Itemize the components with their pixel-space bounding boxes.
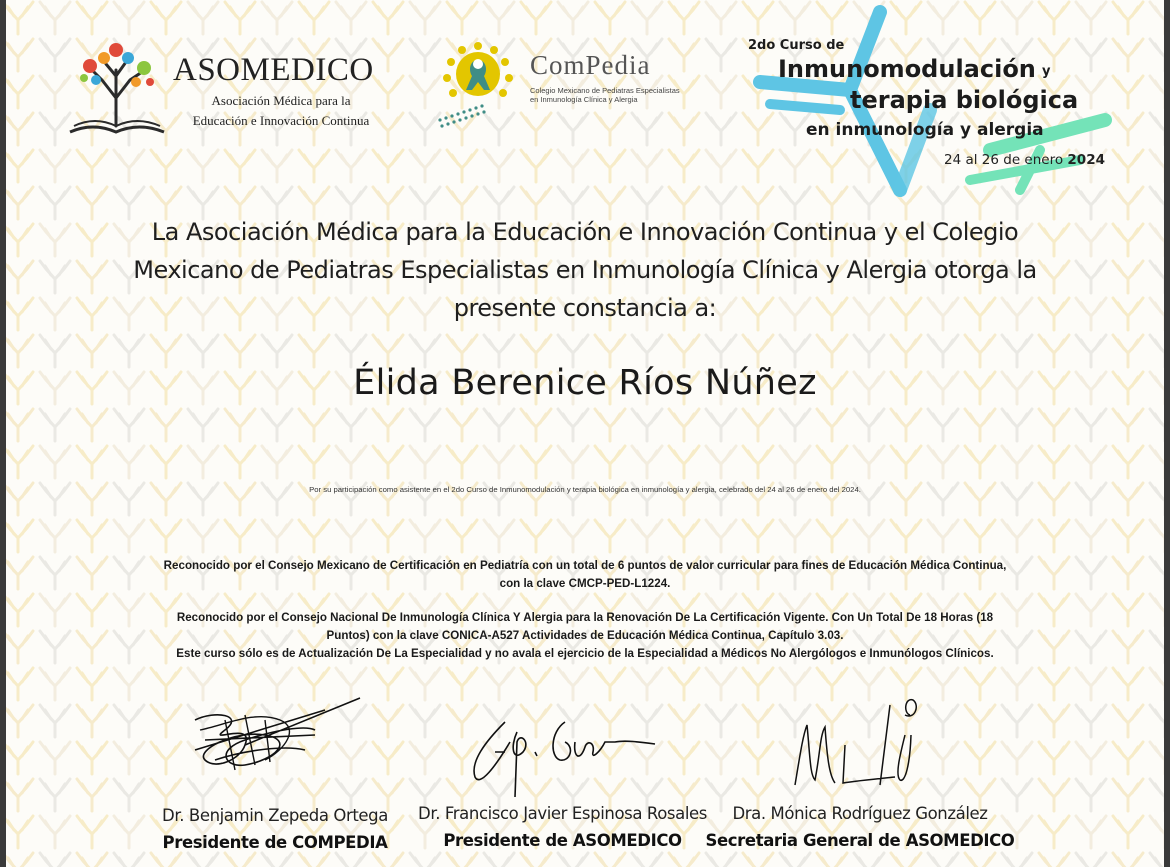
participation-statement: Por su participación como asistente en el 2do Curso de Inmunomodulación y terapia biológica en inmunología y alergia, celebrado del 24 al 26 de enero del 2024. [309, 485, 861, 494]
intro-line3: presente constancia a: [453, 294, 717, 322]
signatory-role: Secretaria General de ASOMEDICO [705, 831, 1015, 850]
signatory-role: Presidente de ASOMEDICO [443, 831, 682, 850]
course-title-line3: en inmunología y alergia [806, 120, 1044, 140]
frame-edge-right [1164, 0, 1170, 867]
asomedico-logo [68, 36, 398, 136]
asomedico-name: ASOMEDICO [173, 52, 374, 88]
course-title-line1-suffix: y [1042, 64, 1051, 79]
compedia-name: ComPedia [530, 50, 651, 80]
course-logo [740, 0, 1160, 200]
course-dates-year: 2024 [1067, 152, 1105, 168]
recognition-conica-line3: Este curso sólo es de Actualización De La Especialidad y no avala el ejercicio de la Especialidad a Médicos No Alergólogos e Inmunólogos Clínicos. [176, 647, 994, 660]
course-title-line2: terapia biológica [850, 86, 1079, 114]
signature-zepeda [185, 690, 375, 790]
signatory-name: Dra. Mónica Rodríguez González [732, 804, 988, 823]
frame-edge-left [0, 0, 6, 867]
recognition-cmcp-line1: Reconocido por el Consejo Mexicano de Certificación en Pediatría con un total de 6 puntos de valor curricular para fines de Educación Médica Continua, [163, 559, 1007, 572]
recognition-cmcp [80, 557, 1090, 593]
course-title-line1: Inmunomodulación [778, 55, 1036, 83]
signature-espinosa [465, 712, 665, 802]
signatory-role: Presidente de COMPEDIA [162, 833, 388, 852]
course-kicker: 2do Curso de [748, 38, 845, 53]
signature-rodriguez [785, 695, 945, 795]
signature-block-asomedico-secretary [705, 804, 1015, 850]
course-dates [944, 152, 1105, 168]
intro-line2: Mexicano de Pediatras Especialistas en Inmunología Clínica y Alergia otorga la [133, 256, 1037, 284]
recipient-name: Élida Berenice Ríos Núñez [353, 363, 817, 403]
signatory-name: Dr. Benjamin Zepeda Ortega [162, 806, 388, 825]
compedia-subtitle-line2: en Inmunología Clínica y Alergia [530, 95, 638, 104]
compedia-subtitle-line1: Colegio Mexicano de Pediatras Especialistas [530, 86, 680, 95]
intro-line1: La Asociación Médica para la Educación e Innovación Continua y el Colegio [151, 218, 1019, 246]
recognition-conica [80, 609, 1090, 663]
sun-child-icon [432, 40, 524, 135]
course-dates-prefix: 24 al 26 de enero [944, 152, 1064, 168]
signature-block-compedia [150, 806, 400, 852]
recognition-conica-line1: Reconocido por el Consejo Nacional De Inmunología Clínica Y Alergia para la Renovación De La Certificación Vigente. Con Un Total De 18 Horas (18 [176, 611, 994, 624]
asomedico-subtitle-line2: Educación e Innovación Continua [192, 113, 370, 128]
recognition-cmcp-line2: con la clave CMCP-PED-L1224. [499, 577, 671, 590]
tree-book-icon [68, 36, 168, 136]
recognition-conica-line2: Puntos) con la clave CONICA-A527 Actividades de Educación Médica Continua, Capítulo 3.03. [326, 629, 844, 642]
certificate-intro [110, 213, 1060, 327]
signature-block-asomedico-president [410, 804, 715, 850]
signatory-name: Dr. Francisco Javier Espinosa Rosales [418, 804, 707, 823]
asomedico-subtitle-line1: Asociación Médica para la [211, 93, 351, 108]
compedia-logo [432, 40, 692, 135]
